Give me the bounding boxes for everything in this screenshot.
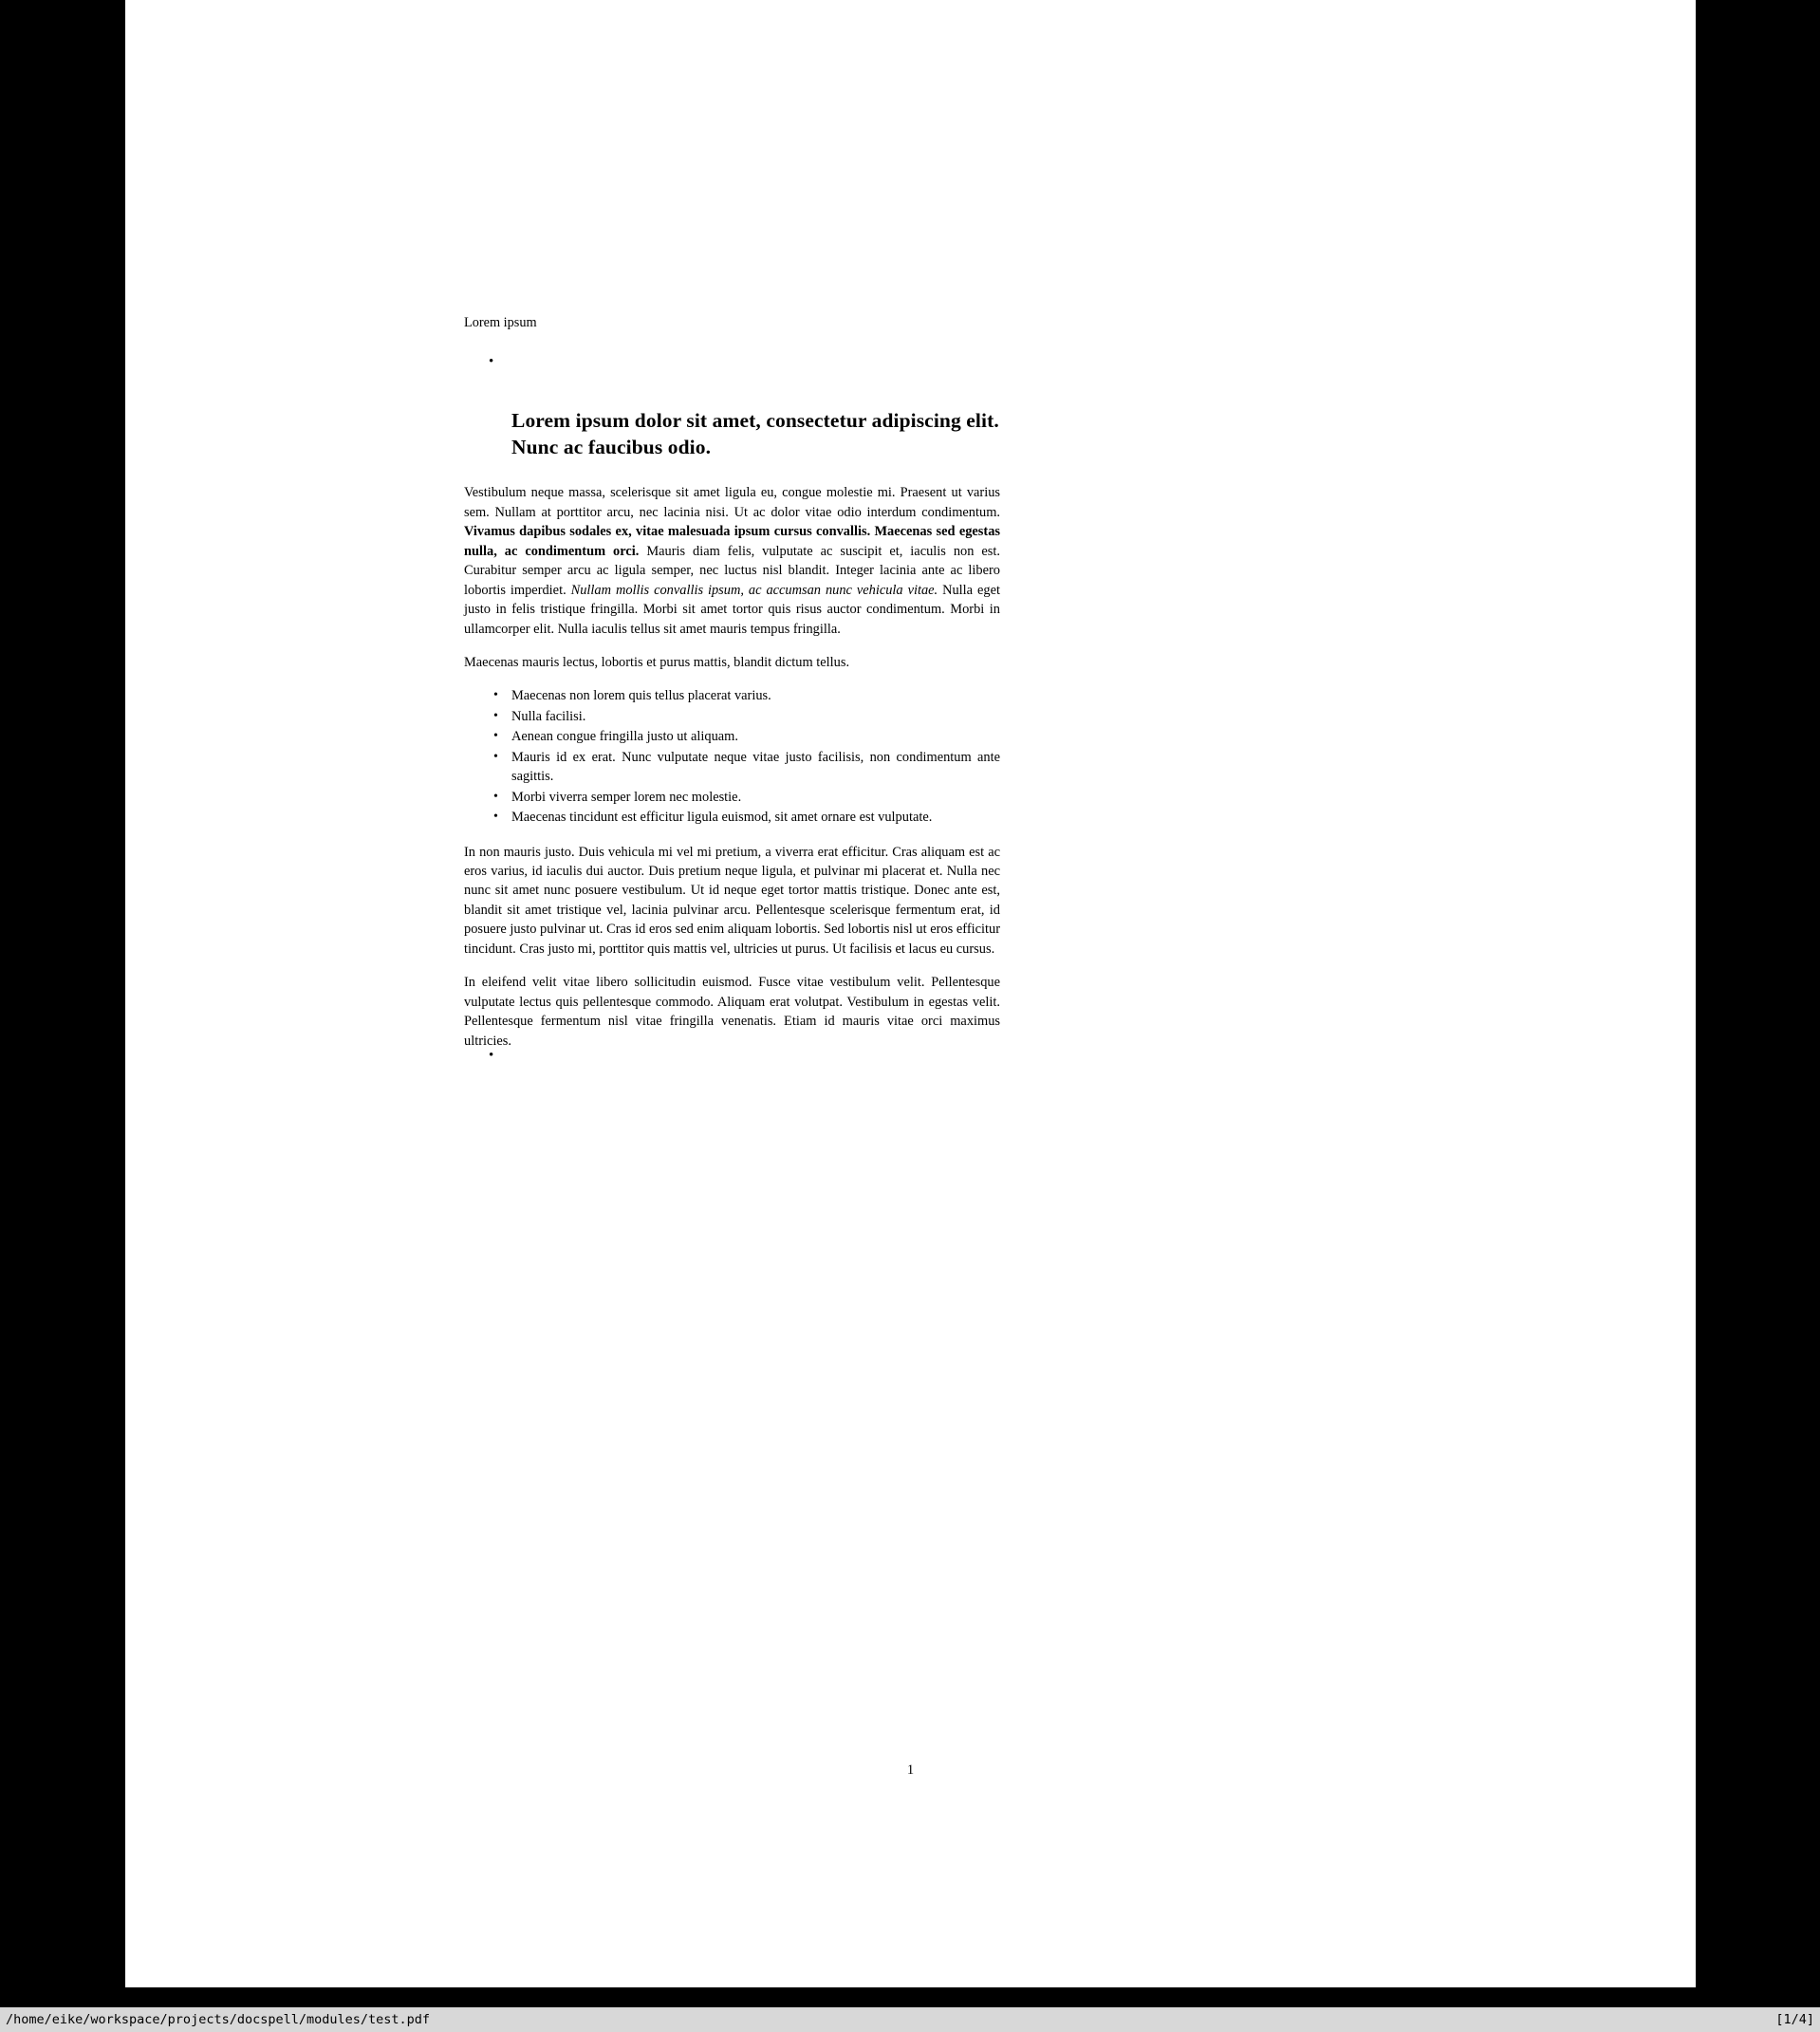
page-title: Lorem ipsum dolor sit amet, consectetur adipiscing elit. Nunc ac faucibus odio. bbox=[511, 409, 999, 458]
paragraph-2: Maecenas mauris lectus, lobortis et purus mattis, blandit dictum tellus. bbox=[464, 654, 850, 670]
list-item: • Morbi viverra semper lorem nec molestie. bbox=[464, 788, 1000, 807]
file-path-label: /home/eike/workspace/projects/docspell/modules/test.pdf bbox=[6, 2012, 431, 2027]
list-item: • Mauris id ex erat. Nunc vulputate neque vitae justo facilisis, non condimentum ante sagittis. bbox=[464, 748, 1000, 787]
page-indicator-label: [1/4] bbox=[1775, 2012, 1814, 2027]
bulleted-list bbox=[464, 686, 1000, 827]
paragraph-1-bold-1: Vivamus dapibus sodales ex, vitae malesuada ipsum cursus convallis. Maecenas sed egestas nulla, ac condimentum orci. bbox=[464, 524, 1000, 559]
status-bar bbox=[0, 2007, 1820, 2032]
paragraph-4: In eleifend velit vitae libero sollicitudin euismod. Fusce vitae vestibulum velit. Pellentesque vulputate lectus quis pellentesque commodo. Aliquam erat volutpat. Vestibulum in egestas velit. Pellentesque fermentum nisl vitae fringilla venenatis. Etiam id mauris vitae orci maximus ultricies. bbox=[464, 975, 1000, 1049]
list-item bbox=[464, 357, 1000, 408]
paragraph-1-italic-1: Nullam mollis convallis ipsum, ac accumsan nunc vehicula vitae. bbox=[570, 582, 938, 598]
paragraph-1-part-3: Nulla eget justo in felis tristique fringilla. Morbi sit amet tortor quis risus auctor condimentum. Morbi in ullamcorper elit. Nulla iaculis tellus sit amet mauris tempus fringilla. bbox=[464, 582, 1000, 637]
empty-bullet-list-top bbox=[464, 357, 1000, 408]
list-item: • Maecenas non lorem quis tellus placerat varius. bbox=[464, 686, 1000, 705]
page-number: 1 bbox=[906, 1762, 915, 1778]
list-item bbox=[464, 1051, 1000, 1089]
list-item: • Nulla facilisi. bbox=[464, 707, 1000, 726]
paragraph-1-part-1: Vestibulum neque massa, scelerisque sit amet ligula eu, congue molestie mi. Praesent ut varius sem. Nullam at porttitor arcu, nec lacinia nisi. Ut ac dolor vitae odio interdum condimentum. bbox=[464, 485, 1000, 520]
running-head: Lorem ipsum bbox=[464, 315, 537, 330]
document-body bbox=[464, 313, 1000, 1089]
list-item: • Aenean congue fringilla justo ut aliquam. bbox=[464, 727, 1000, 746]
paragraph-1 bbox=[464, 483, 1000, 639]
pdf-page bbox=[125, 0, 1696, 1987]
paragraph-3: In non mauris justo. Duis vehicula mi vel mi pretium, a viverra erat efficitur. Cras aliquam est ac eros varius, id iaculis dui auctor. Duis pretium neque ligula, et pulvinar mi placerat et. Nulla nec nunc sit amet nunc posuere vestibulum. Ut id neque eget tortor mattis tristique. Donec ante est, blandit sit amet tristique vel, lacinia pulvinar arcu. Pellentesque scelerisque fermentum erat, id posuere justo pulvinar ut. Cras id eros sed enim aliquam lobortis. Sed lobortis nisl ut eros efficitur tincidunt. Cras justo mi, porttitor quis mattis vel, ultricies ut purus. Ut facilisis et lacus eu cursus. bbox=[464, 844, 1000, 957]
list-item: • Maecenas tincidunt est efficitur ligula euismod, sit amet ornare est vulputate. bbox=[464, 808, 1000, 827]
paragraph-1-part-2: Mauris diam felis, vulputate ac suscipit et, iaculis non est. Curabitur semper arcu ac ligula semper, nec luctus nisl blandit. Integer lacinia ante ac libero lobortis imperdiet. bbox=[464, 543, 1000, 598]
empty-bullet-list-bottom bbox=[464, 1051, 1000, 1089]
